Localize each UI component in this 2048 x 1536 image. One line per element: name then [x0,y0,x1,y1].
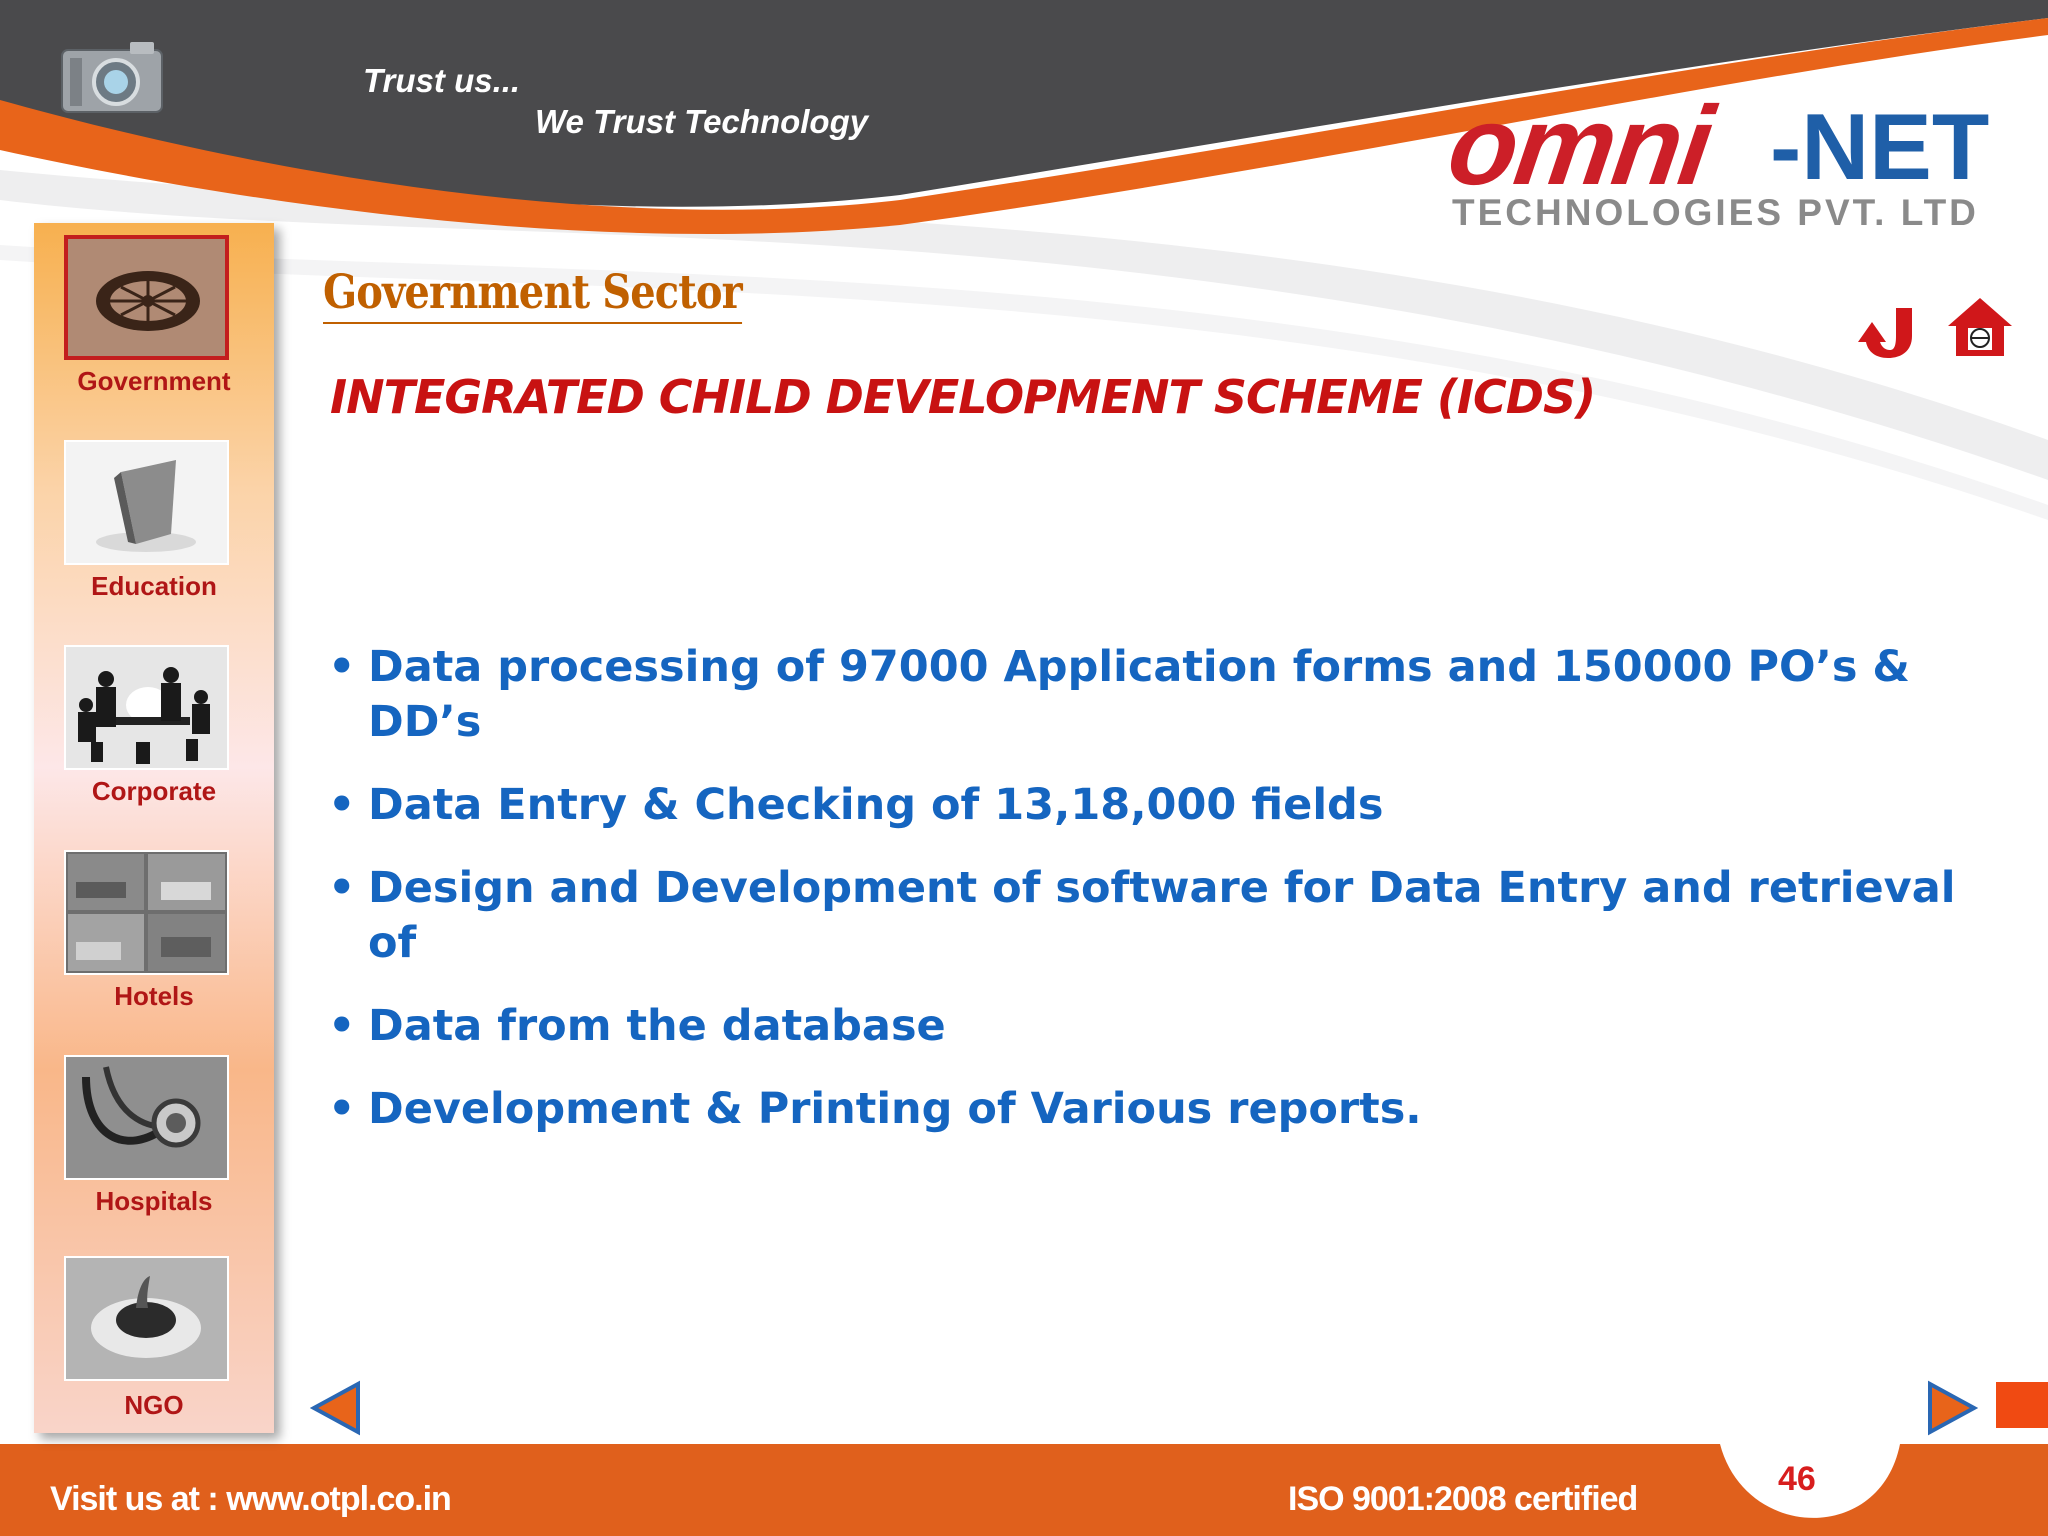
sidebar-item-label: Hotels [114,981,194,1011]
emblem-icon [64,235,229,360]
list-item: • Data processing of 97000 Application forms and 150000 PO’s & DD’s [328,642,1910,747]
sidebar-item-label: NGO [124,1390,184,1420]
company-logo-subtitle: TECHNOLOGIES PVT. LTD [1452,192,1979,233]
tagline-line1: Trust us... [363,62,521,99]
sidebar-item-label: Education [91,571,217,601]
section-title: Government Sector [323,265,742,324]
company-logo-primary: omni [1441,83,1719,208]
prev-triangle-icon[interactable] [310,1380,362,1436]
tagline-line2: We Trust Technology [535,103,869,140]
sidebar-item-label: Government [77,366,231,396]
footer-website: Visit us at : www.otpl.co.in [50,1480,451,1518]
stethoscope-icon [64,1055,229,1180]
return-arrow-icon[interactable] [1858,302,1920,360]
camera-icon [60,40,168,116]
sector-sidebar [34,223,274,1433]
sidebar-item-label: Corporate [91,776,217,806]
sidebar-item-label: Hospitals [95,1186,213,1216]
home-icon[interactable] [1946,296,2014,358]
list-item: • Data from the database [328,1001,946,1051]
footer-certification: ISO 9001:2008 certified [1288,1480,1638,1518]
hotel-room-icon [64,850,229,975]
page-title: INTEGRATED CHILD DEVELOPMENT SCHEME (ICDS) [330,370,1596,424]
bullet-list [328,640,1968,1165]
page-number: 46 [1778,1460,1816,1498]
list-item: • Design and Development of software for Data Entry and retrieval of [328,863,1956,968]
company-logo-secondary: -NET [1770,94,1990,199]
list-item: • Data Entry & Checking of 13,18,000 fields [328,780,1384,830]
next-triangle-icon[interactable] [1926,1380,1978,1436]
hands-icon [64,1256,229,1381]
meeting-icon [64,645,229,770]
book-icon [64,440,229,565]
list-item: • Development & Printing of Various reports. [328,1084,1422,1134]
